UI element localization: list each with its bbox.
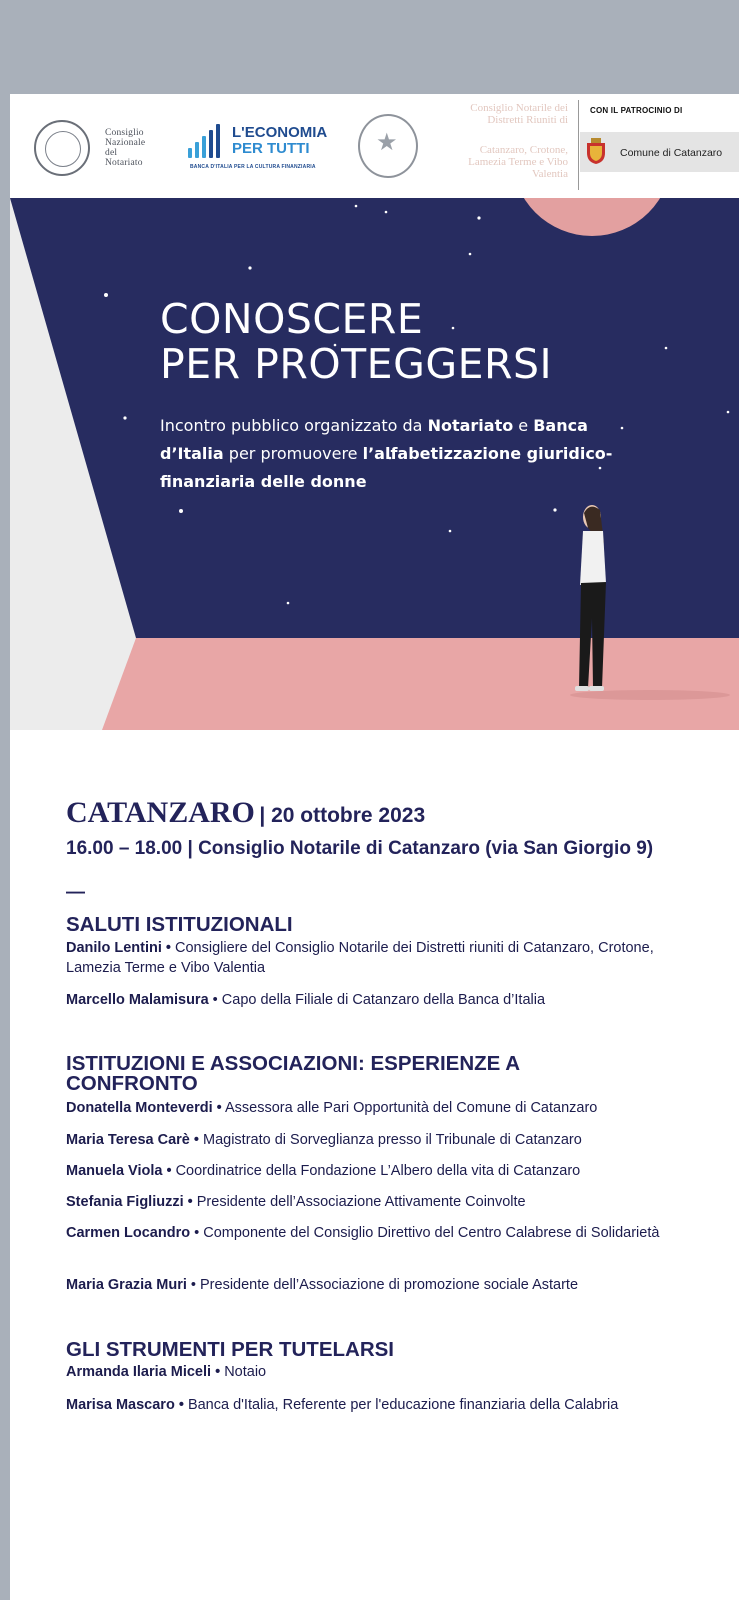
- header-divider: [578, 100, 579, 190]
- hero-sub-text: e: [513, 416, 534, 435]
- cnn-line: Notariato: [105, 158, 143, 168]
- speaker-role: • Componente del Consiglio Direttivo del Centro Calabrese di Solidarietà: [190, 1225, 660, 1241]
- speaker-name: Maria Teresa Carè •: [66, 1132, 199, 1148]
- comune-label: Comune di Catanzaro: [620, 147, 723, 159]
- notarile-line: Valentia: [531, 168, 568, 180]
- speaker-entry: [66, 1275, 706, 1295]
- speaker-entry: [66, 1362, 706, 1382]
- speaker-name: Manuela Viola •: [66, 1163, 172, 1179]
- notarile-line: Distretti Riuniti di: [487, 114, 568, 126]
- hero-sub-text: per promuovere: [223, 444, 363, 463]
- eco-subtitle: BANCA D'ITALIA PER LA CULTURA FINANZIARIA: [190, 164, 316, 170]
- city-name: CATANZARO: [66, 796, 255, 829]
- notarile-line: Catanzaro, Crotone,: [479, 144, 568, 156]
- eco-line1: L'ECONOMIA: [232, 124, 328, 141]
- speaker-role: Presidente dell’Associazione Attivamente Coinvolte: [192, 1194, 526, 1210]
- cnn-line: Consiglio: [105, 128, 144, 138]
- speaker-name: Maria Grazia Muri: [66, 1277, 187, 1293]
- hero-title-line2: PER PROTEGGERSI: [160, 340, 553, 388]
- logo-header: [10, 94, 739, 198]
- speaker-entry: [66, 1161, 706, 1181]
- cnn-line: del: [105, 148, 118, 158]
- hero-sub-bold: Notariato: [427, 416, 514, 435]
- cnn-logo-text: [105, 128, 145, 168]
- hero-title: [160, 297, 552, 387]
- event-title: [66, 796, 425, 830]
- top-margin: [0, 0, 739, 94]
- flyer-page: [10, 94, 739, 1600]
- speaker-role: Assessora alle Pari Opportunità del Comune di Catanzaro: [221, 1100, 598, 1116]
- speaker-name: Marisa Mascaro •: [66, 1397, 184, 1413]
- speaker-entry: [66, 990, 706, 1010]
- eco-line2: PER TUTTI: [232, 140, 310, 157]
- speaker-name: Danilo Lentini •: [66, 940, 171, 956]
- speaker-entry: [66, 1223, 706, 1243]
- speaker-name: Carmen Locandro: [66, 1225, 191, 1241]
- time-venue: 16.00 – 18.00 | Consiglio Notarile di Catanzaro (via San Giorgio 9): [66, 838, 654, 859]
- speaker-role: • Capo della Filiale di Catanzaro della Banca d’Italia: [208, 992, 546, 1008]
- separator-dash: —: [66, 882, 85, 903]
- speaker-role: • Presidente dell’Associazione di promozione sociale Astarte: [186, 1277, 579, 1293]
- speaker-name: Marcello Malamisura: [66, 992, 209, 1008]
- hero-sub-bold: Banca d’Italia: [160, 416, 588, 463]
- hero-title-line1: CONOSCERE: [160, 295, 424, 343]
- speaker-entry: [66, 1130, 706, 1150]
- cnn-line: Nazionale: [105, 138, 146, 148]
- section-heading: SALUTI ISTITUZIONALI: [66, 913, 293, 936]
- republic-emblem-icon: [358, 114, 418, 178]
- speaker-entry: [66, 1192, 706, 1212]
- comune-crest-icon: [585, 137, 607, 165]
- economia-bars-icon: [188, 124, 228, 158]
- notariato-seal-icon: [34, 120, 90, 176]
- speaker-role: Coordinatrice della Fondazione L’Albero della vita di Catanzaro: [171, 1163, 581, 1179]
- patrocinio-label: CON IL PATROCINIO DI: [590, 106, 683, 115]
- speaker-role: Magistrato di Sorveglianza presso il Tribunale di Catanzaro: [198, 1132, 582, 1148]
- hero-banner: [10, 198, 739, 730]
- speaker-entry: [66, 1395, 706, 1415]
- speaker-role: Consigliere del Consiglio Notarile dei Distretti riuniti di Catanzaro, Crotone, Lamezia Terme e Vibo Valentia: [66, 940, 654, 976]
- speaker-role: Notaio: [220, 1364, 267, 1380]
- notarile-line: Lamezia Terme e Vibo: [468, 156, 568, 168]
- section-heading: ISTITUZIONI E ASSOCIAZIONI: ESPERIENZE A CONFRONTO: [66, 1052, 520, 1095]
- speaker-entry: [66, 938, 706, 978]
- economia-per-tutti-logo: [232, 125, 327, 157]
- notarile-line: Consiglio Notarile dei: [470, 102, 568, 114]
- hero-sub-text: Incontro pubblico organizzato da: [160, 416, 428, 435]
- speaker-role: Banca d'Italia, Referente per l'educazione finanziaria della Calabria: [183, 1397, 619, 1413]
- speaker-name: Stefania Figliuzzi •: [66, 1194, 193, 1210]
- section-heading: GLI STRUMENTI PER TUTELARSI: [66, 1338, 394, 1361]
- hero-sub-bold: l’alfabetizzazione giuridico-finanziaria delle donne: [160, 444, 613, 491]
- speaker-name: Armanda Ilaria Miceli •: [66, 1364, 221, 1380]
- comune-badge: [580, 132, 739, 172]
- consiglio-notarile-logo: [426, 102, 568, 180]
- event-date: | 20 ottobre 2023: [259, 804, 426, 827]
- speaker-entry: [66, 1098, 706, 1118]
- speaker-name: Donatella Monteverdi •: [66, 1100, 222, 1116]
- hero-subtitle: [160, 412, 620, 496]
